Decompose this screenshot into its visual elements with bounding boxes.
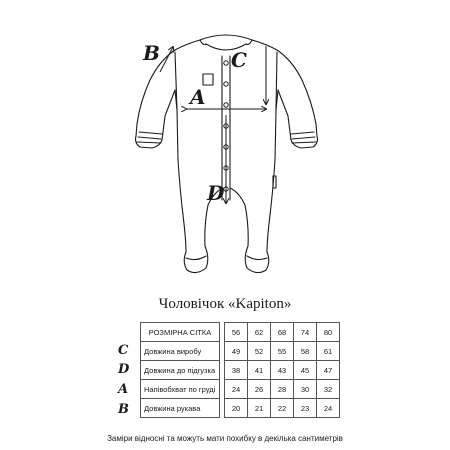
table-row [141,399,340,418]
table-cell: 28 [271,380,294,399]
size-header-80: 80 [317,323,340,342]
size-header-74: 74 [294,323,317,342]
footnote: Заміри відносні та можуть мати похибку в декілька сантиметрів [107,434,343,443]
row-letter-c: C [118,343,129,358]
table-cell: 32 [317,380,340,399]
button-1 [224,61,228,65]
row-letter-b: B [118,402,129,417]
row-label: Довжина виробу [141,342,220,361]
table-cell: 47 [317,361,340,380]
table-row [141,342,340,361]
table-cell: 52 [248,342,271,361]
garment-outline-right [230,40,318,273]
size-table [140,322,340,418]
size-header-68: 68 [271,323,294,342]
table-cell: 55 [271,342,294,361]
label-b: B [143,41,160,65]
collar-band [200,40,252,45]
table-cell: 41 [248,361,271,380]
side-tag [273,176,276,188]
table-row [141,380,340,399]
table-cell: 30 [294,380,317,399]
row-letter-d: D [118,362,130,377]
size-header-62: 62 [248,323,271,342]
row-letter-a: A [118,382,129,397]
table-cell: 61 [317,342,340,361]
right-foot-seam [247,256,267,260]
button-3 [224,103,228,107]
product-title: Чоловічок «Kapiton» [158,296,292,312]
garment-outline-left [136,40,224,273]
row-label: Напівобхват по груді [141,380,220,399]
table-row [141,361,340,380]
collar [200,35,252,40]
row-label: Довжина рукава [141,399,220,418]
right-cuff [291,132,316,143]
size-table-header [141,323,340,342]
table-cell: 24 [317,399,340,418]
table-cell: 49 [225,342,248,361]
label-c: C [231,48,247,72]
table-cell: 23 [294,399,317,418]
table-cell: 22 [271,399,294,418]
table-cell: 45 [294,361,317,380]
table-cell: 21 [248,399,271,418]
label-a: A [190,85,206,109]
size-grid-label: РОЗМІРНА СІТКА [141,323,220,342]
table-cell: 38 [225,361,248,380]
left-cuff [137,132,162,143]
table-cell: 24 [225,380,248,399]
table-cell: 58 [294,342,317,361]
table-cell: 20 [225,399,248,418]
chest-pocket [203,74,213,85]
table-cell: 26 [248,380,271,399]
measure-arrow-b [160,47,173,72]
left-foot-seam [186,256,206,260]
label-d: D [207,181,225,205]
table-cell: 43 [271,361,294,380]
button-2 [224,82,228,86]
size-header-56: 56 [225,323,248,342]
row-label: Довжина до підгузка [141,361,220,380]
